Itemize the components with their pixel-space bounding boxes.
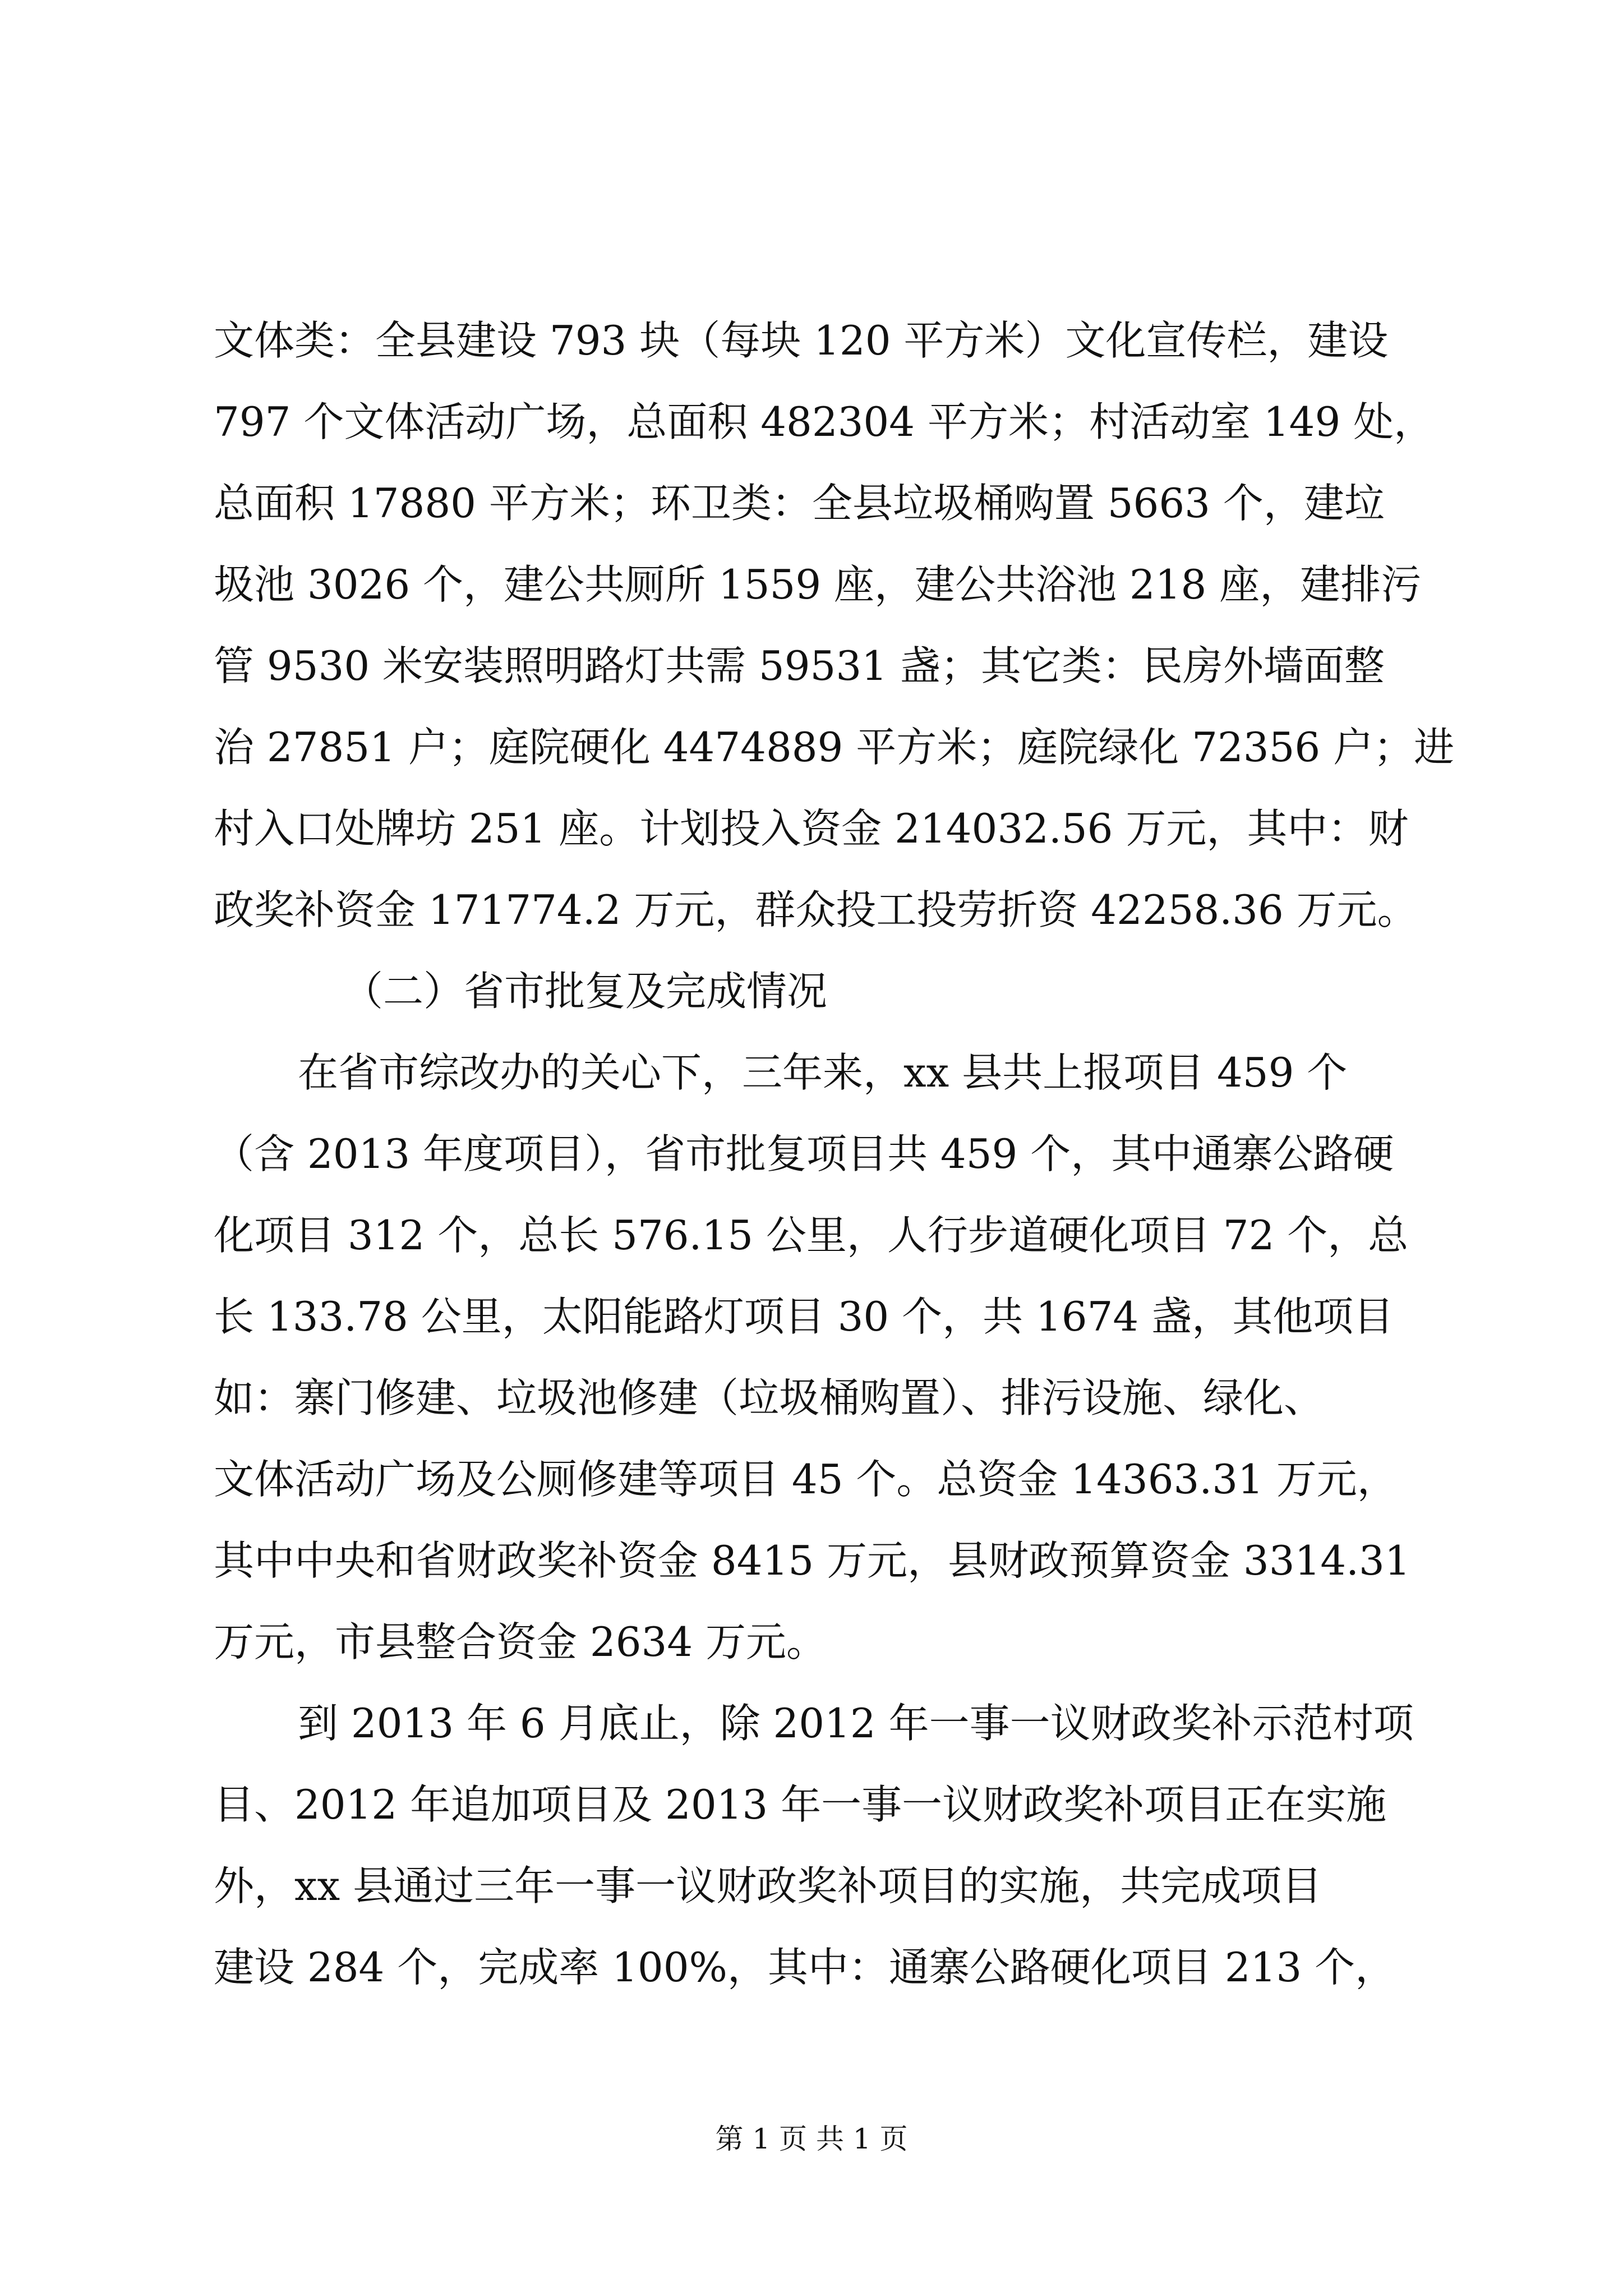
text-line: 总面积 17880 平方米；环卫类：全县垃圾桶购置 5663 个，建垃	[214, 480, 1385, 527]
text-line: 建设 284 个，完成率 100%，其中：通寨公路硬化项目 213 个，	[214, 1944, 1396, 1991]
text-line: 政奖补资金 171774.2 万元，群众投工投劳折资 42258.36 万元。	[214, 886, 1418, 933]
paragraph-first-line: 到 2013 年 6 月底止，除 2012 年一事一议财政奖补示范村项	[298, 1700, 1414, 1747]
text-line: 797 个文体活动广场，总面积 482304 平方米；村活动室 149 处，	[214, 398, 1435, 445]
text-line: 化项目 312 个，总长 576.15 公里，人行步道硬化项目 72 个，总	[214, 1212, 1409, 1259]
text-line: 村入口处牌坊 251 座。计划投入资金 214032.56 万元，其中：财	[214, 805, 1409, 852]
text-line: 目、2012 年追加项目及 2013 年一事一议财政奖补项目正在实施	[214, 1781, 1387, 1828]
document-body	[214, 300, 1455, 2008]
text-line: 文体类：全县建设 793 块（每块 120 平方米）文化宣传栏，建设	[214, 317, 1389, 364]
text-line: 管 9530 米安装照明路灯共需 59531 盏；其它类：民房外墙面整	[214, 642, 1385, 689]
text-line: 外，xx 县通过三年一事一议财政奖补项目的实施，共完成项目	[214, 1862, 1322, 1910]
text-line: 长 133.78 公里，太阳能路灯项目 30 个，共 1674 盏，其他项目	[214, 1293, 1394, 1340]
text-line: 万元，市县整合资金 2634 万元。	[214, 1618, 827, 1665]
text-line: 其中中央和省财政奖补资金 8415 万元，县财政预算资金 3314.31	[214, 1537, 1410, 1584]
text-line: 如：寨门修建、垃圾池修建（垃圾桶购置）、排污设施、绿化、	[214, 1374, 1325, 1421]
text-line: （含 2013 年度项目），省市批复项目共 459 个，其中通寨公路硬	[214, 1130, 1394, 1177]
paragraph-first-line: 在省市综改办的关心下，三年来，xx 县共上报项目 459 个	[298, 1049, 1348, 1096]
section-heading: （二）省市批复及完成情况	[343, 968, 828, 1015]
text-line: 圾池 3026 个，建公共厕所 1559 座，建公共浴池 218 座，建排污	[214, 561, 1422, 608]
text-line: 文体活动广场及公厕修建等项目 45 个。总资金 14363.31 万元，	[214, 1456, 1398, 1503]
text-line: 治 27851 户；庭院硬化 4474889 平方米；庭院绿化 72356 户；进	[214, 724, 1455, 771]
page-footer: 第 1 页 共 1 页	[715, 2123, 908, 2155]
